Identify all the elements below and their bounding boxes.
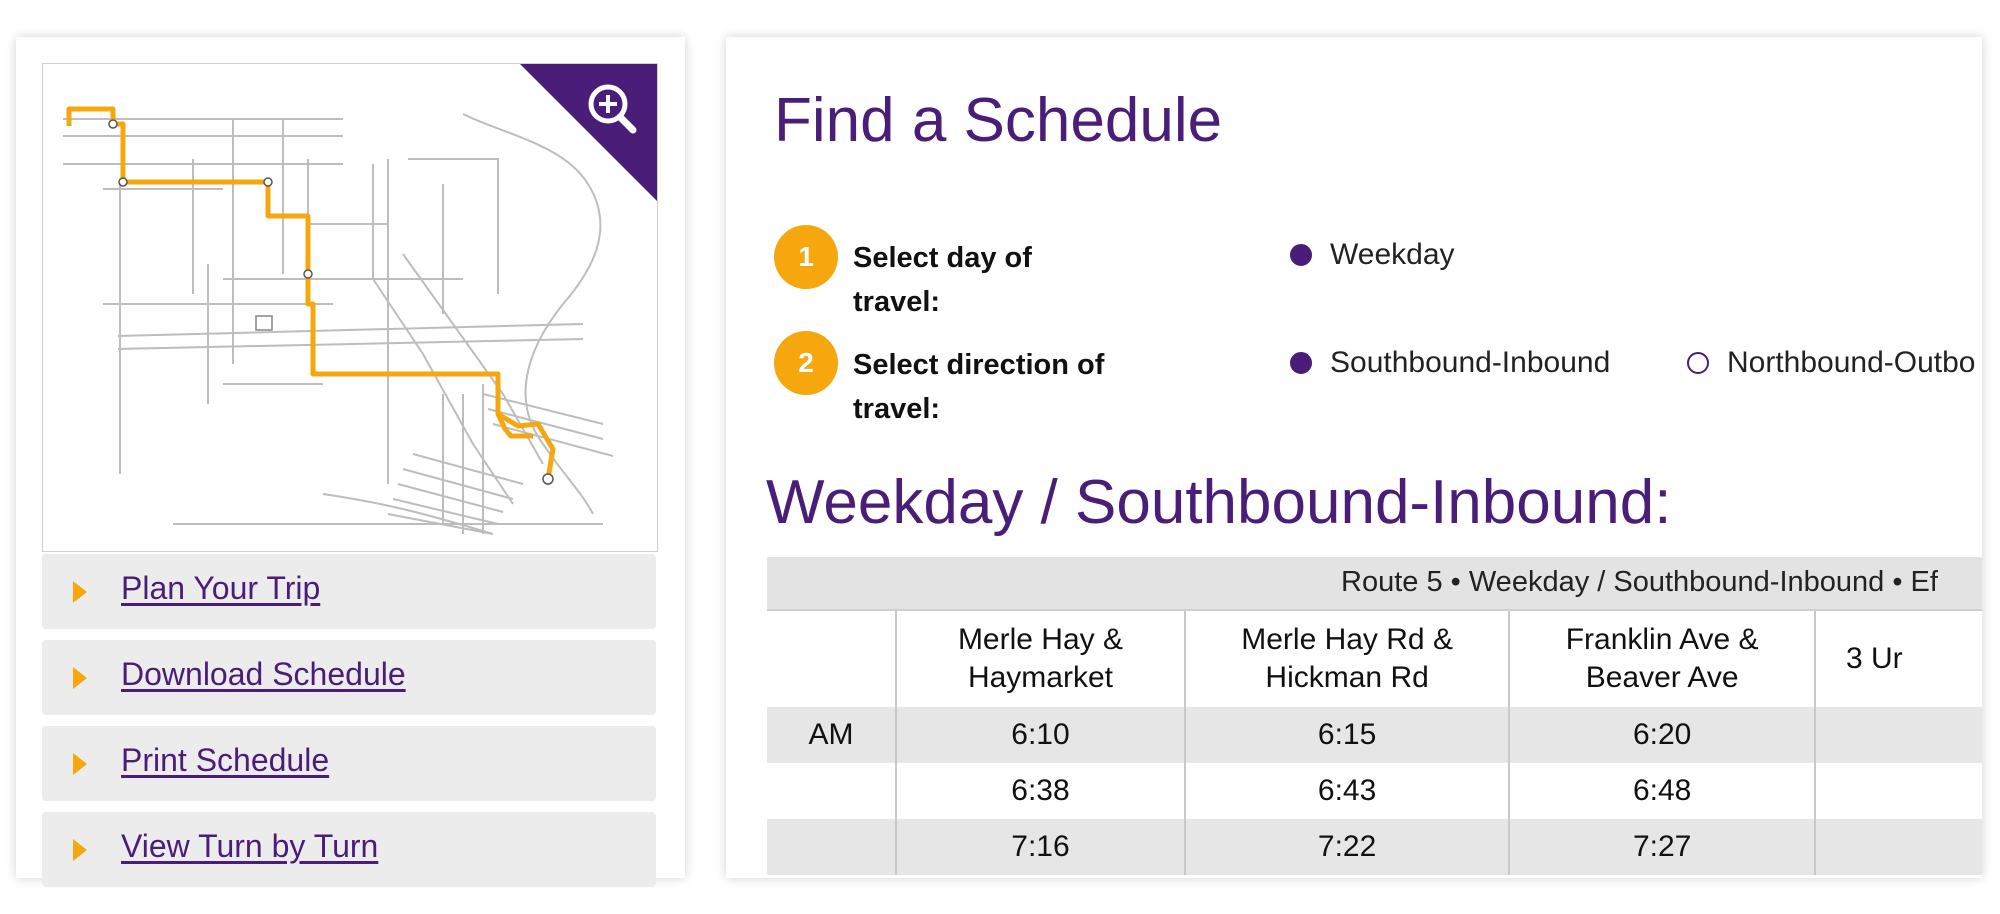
zoom-in-icon [520,64,657,201]
table-header-stop: Franklin Ave & Beaver Ave [1509,611,1815,707]
radio-weekday[interactable] [1290,238,1455,272]
download-schedule-link[interactable] [42,640,656,715]
table-cell-time: 6:48 [1509,763,1815,819]
page-title: Find a Schedule [774,86,1223,155]
table-row [767,819,1982,875]
radio-weekday-label: Weekday [1330,238,1455,271]
table-cell-time [1815,763,1982,819]
radio-southbound-inbound[interactable] [1290,346,1610,380]
table-cell-time: 6:38 [896,763,1185,819]
route-map[interactable] [42,63,658,552]
radio-northbound-outbound[interactable] [1687,346,1976,380]
radio-selected-icon [1290,244,1312,266]
view-turn-by-turn-link[interactable] [42,812,656,887]
table-header-stop: Merle Hay & Haymarket [896,611,1185,707]
table-row [767,707,1982,763]
table-cell-period [767,819,896,875]
plan-trip-label[interactable]: Plan Your Trip [121,570,321,606]
table-row [767,763,1982,819]
triangle-right-icon [73,753,87,775]
download-schedule-label[interactable]: Download Schedule [121,656,406,692]
table-cell-time: 6:43 [1185,763,1509,819]
table-cell-time: 6:10 [896,707,1185,763]
step-1-badge: 1 [774,225,838,289]
plan-trip-link[interactable] [42,554,656,629]
triangle-right-icon [73,581,87,603]
step-2-badge: 2 [774,331,838,395]
table-caption [767,557,1982,611]
table-cell-time: 7:22 [1185,819,1509,875]
route-sidebar [16,37,685,878]
table-cell-time: 6:20 [1509,707,1815,763]
map-zoom-button[interactable] [520,64,657,201]
table-caption-text: Route 5 • Weekday / Southbound-Inbound • Ef [1341,566,1938,598]
print-schedule-label[interactable]: Print Schedule [121,742,330,778]
radio-unselected-icon [1687,352,1709,374]
table-cell-time [1815,707,1982,763]
radio-selected-icon [1290,352,1312,374]
step-2-label: Select direction of travel: [853,349,1105,425]
print-schedule-link[interactable] [42,726,656,801]
table-cell-time: 7:27 [1509,819,1815,875]
table-cell-period: AM [767,707,896,763]
triangle-right-icon [73,839,87,861]
schedule-panel [726,37,1982,878]
step-1-label: Select day of travel: [853,242,1032,318]
radio-northbound-label: Northbound-Outbo [1727,346,1976,379]
schedule-table [767,611,1982,875]
table-cell-time [1815,819,1982,875]
view-turn-by-turn-label[interactable]: View Turn by Turn [121,828,379,864]
results-heading: Weekday / Southbound-Inbound: [766,468,1672,537]
table-cell-time: 7:16 [896,819,1185,875]
table-cell-period [767,763,896,819]
table-cell-time: 6:15 [1185,707,1509,763]
radio-southbound-label: Southbound-Inbound [1330,346,1611,379]
table-header-period [767,611,896,707]
table-header-stop: 3 Ur [1815,611,1982,707]
table-header-stop: Merle Hay Rd & Hickman Rd [1185,611,1509,707]
triangle-right-icon [73,667,87,689]
